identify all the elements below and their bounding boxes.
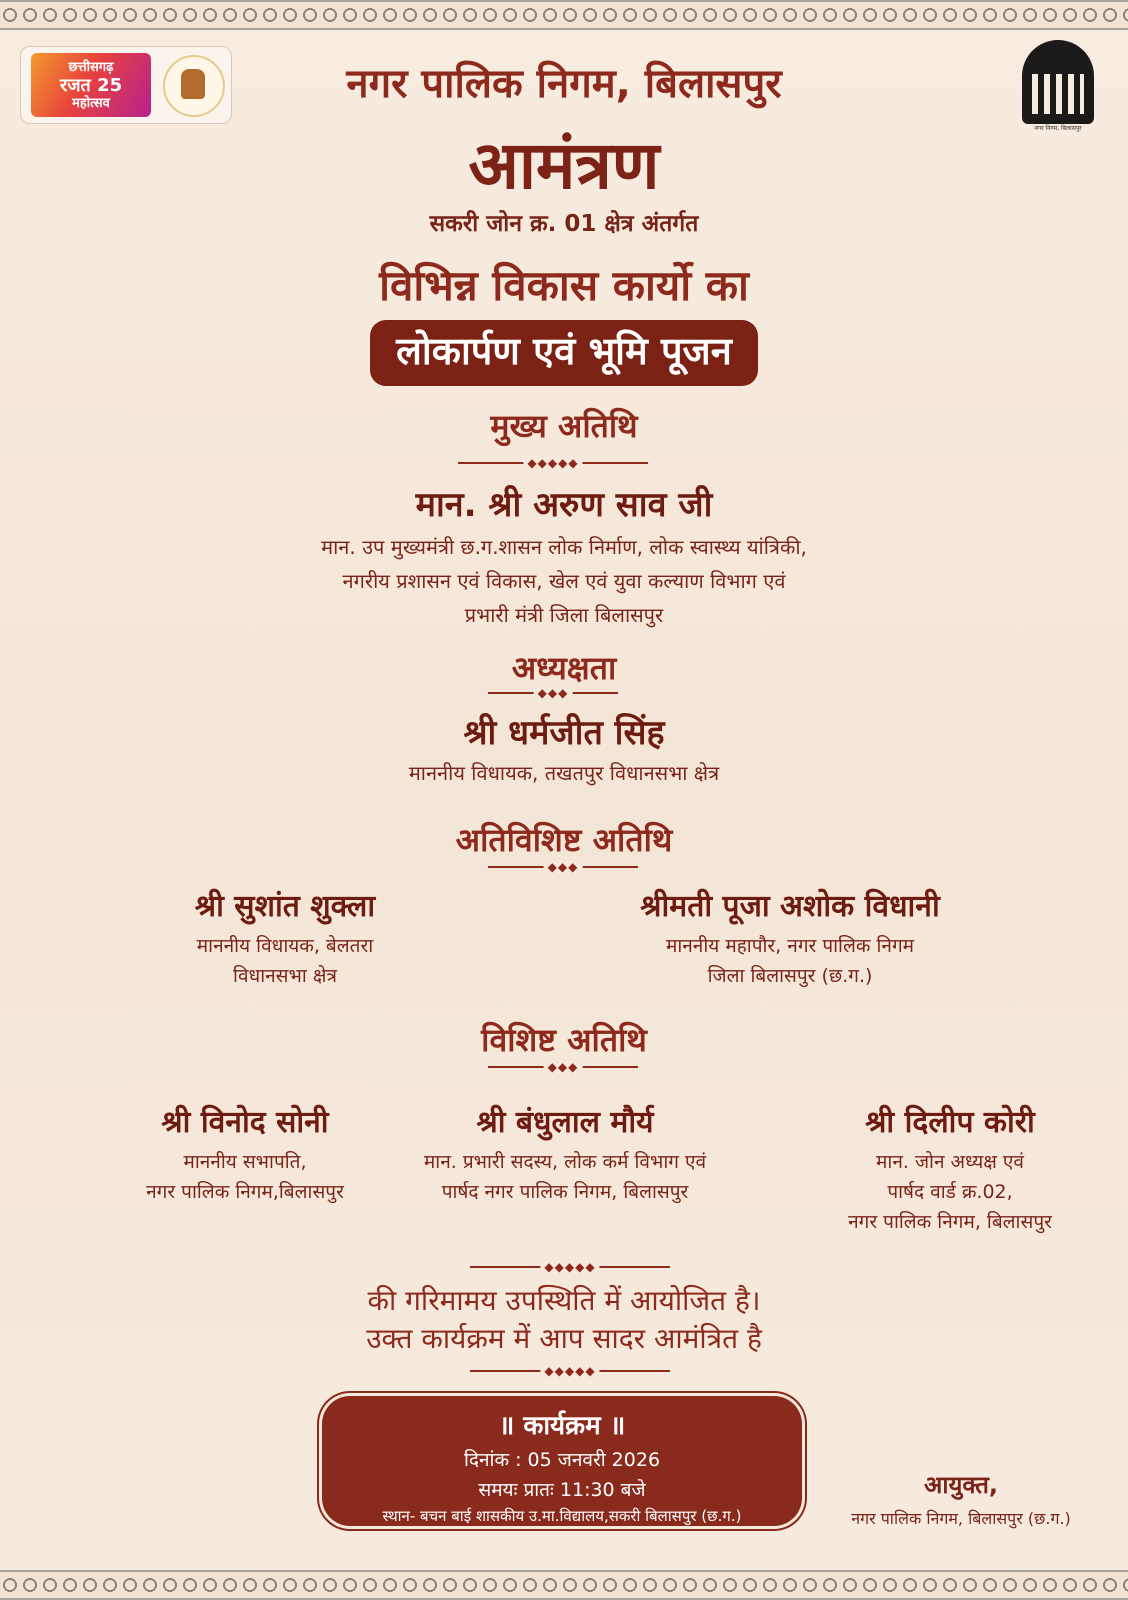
chief-guest-desc-2: नगरीय प्रशासन एवं विकास, खेल एवं युवा कल्याण विभाग एवं (342, 569, 786, 593)
distinguished-guest-3-desc-2: पार्षद वार्ड क्र.02, (887, 1181, 1013, 1203)
invite-title: आमंत्रण (468, 127, 660, 204)
distinguished-guest-1-name: श्री विनोद सोनी (161, 1105, 329, 1140)
commissioner-title: आयुक्त, (923, 1471, 999, 1499)
special-guest-1-desc-1: माननीय विधायक, बेलतरा (196, 935, 374, 957)
commissioner-subtitle: नगर पालिक निगम, बिलासपुर (छ.ग.) (851, 1509, 1071, 1528)
distinguished-guest-2-desc-1: मान. प्रभारी सदस्य, लोक कर्म विभाग एवं (423, 1151, 707, 1173)
distinguished-guest-1-desc-2: नगर पालिक निगम,बिलासपुर (146, 1181, 344, 1203)
distinguished-guest-1-desc-1: माननीय सभापति, (183, 1151, 307, 1173)
distinguished-guest-2-desc-2: पार्षद नगर पालिक निगम, बिलासपुर (441, 1181, 689, 1203)
program-time: समयः प्रातः 11:30 बजे (478, 1479, 646, 1501)
special-guest-1 (120, 884, 450, 991)
distinguished-guest-1 (110, 1100, 380, 1207)
special-guest-2 (600, 884, 980, 991)
presidency-name: श्री धर्मजीत सिंह (463, 713, 665, 753)
chief-guest-desc-3: प्रभारी मंत्री जिला बिलासपुर (464, 603, 664, 627)
special-guest-2-desc-2: जिला बिलासपुर (छ.ग.) (707, 965, 873, 987)
closing-line-2: उक्त कार्यक्रम में आप सादर आमंत्रित है (366, 1322, 762, 1355)
commissioner-signature (826, 1468, 1096, 1529)
program-date: दिनांक : 05 जनवरी 2026 (463, 1449, 661, 1471)
rajat-line2: रजत (59, 75, 91, 96)
org-title: नगर पालिक निगम, बिलासपुर (346, 61, 782, 107)
program-title: ॥ कार्यक्रम ॥ (498, 1411, 626, 1441)
presidency-desc: माननीय विधायक, तखतपुर विधानसभा क्षेत्र (408, 761, 720, 785)
divider-ornament: ◆◆◆◆◆ (470, 1366, 670, 1376)
special-guests-heading: अतिविशिष्ट अतिथि (455, 821, 673, 859)
presidency-heading: अध्यक्षता (511, 649, 617, 687)
divider-ornament: ◆◆◆ (488, 688, 618, 698)
rajat-line1: छत्तीसगढ़ (68, 60, 114, 75)
distinguished-guest-3 (800, 1100, 1100, 1237)
banner-wrap (0, 320, 1128, 386)
rajat-number: 25 (97, 75, 123, 96)
zone-line: सकरी जोन क्र. 01 क्षेत्र अंतर्गत (429, 211, 699, 237)
event-banner: लोकार्पण एवं भूमि पूजन (370, 320, 758, 386)
special-guest-1-desc-2: विधानसभा क्षेत्र (233, 965, 337, 987)
distinguished-guest-2 (380, 1100, 750, 1207)
chief-guest-heading: मुख्य अतिथि (490, 407, 638, 445)
distinguished-guest-3-desc-1: मान. जोन अध्यक्ष एवं (876, 1151, 1024, 1173)
program-venue: स्थान- बचन बाई शासकीय उ.मा.विद्यालय,सकरी बिलासपुर (छ.ग.) (382, 1507, 742, 1525)
divider-ornament: ◆◆◆ (488, 1062, 638, 1072)
special-guest-2-name: श्रीमती पूजा अशोक विधानी (640, 889, 940, 924)
distinguished-guests-heading: विशिष्ट अतिथि (481, 1021, 647, 1059)
bottom-border-ornament (0, 1570, 1128, 1600)
chief-guest-name: मान. श्री अरुण साव जी (415, 485, 713, 525)
dev-works-heading: विभिन्न विकास कार्यो का (379, 261, 749, 310)
divider-ornament: ◆◆◆ (488, 862, 638, 872)
special-guest-2-desc-1: माननीय महापौर, नगर पालिक निगम (665, 935, 914, 957)
distinguished-guest-3-desc-3: नगर पालिक निगम, बिलासपुर (848, 1211, 1052, 1233)
closing-line-1: की गरिमामय उपस्थिति में आयोजित है। (367, 1284, 761, 1317)
divider-ornament: ◆◆◆◆◆ (470, 1262, 670, 1272)
divider-ornament: ◆◆◆◆◆ (458, 458, 648, 468)
top-border-ornament (0, 0, 1128, 30)
rajat-line3: महोत्सव (72, 96, 110, 111)
program-details-box (322, 1396, 802, 1526)
logo-caption: नगर निगम, बिलासपुर (1034, 125, 1082, 132)
special-guest-1-name: श्री सुशांत शुक्ला (194, 889, 376, 924)
distinguished-guest-3-name: श्री दिलीप कोरी (865, 1105, 1035, 1140)
distinguished-guest-2-name: श्री बंधुलाल मौर्य (476, 1105, 654, 1140)
chief-guest-desc-1: मान. उप मुख्यमंत्री छ.ग.शासन लोक निर्माण, लोक स्वास्थ्य यांत्रिकी, (321, 535, 807, 559)
